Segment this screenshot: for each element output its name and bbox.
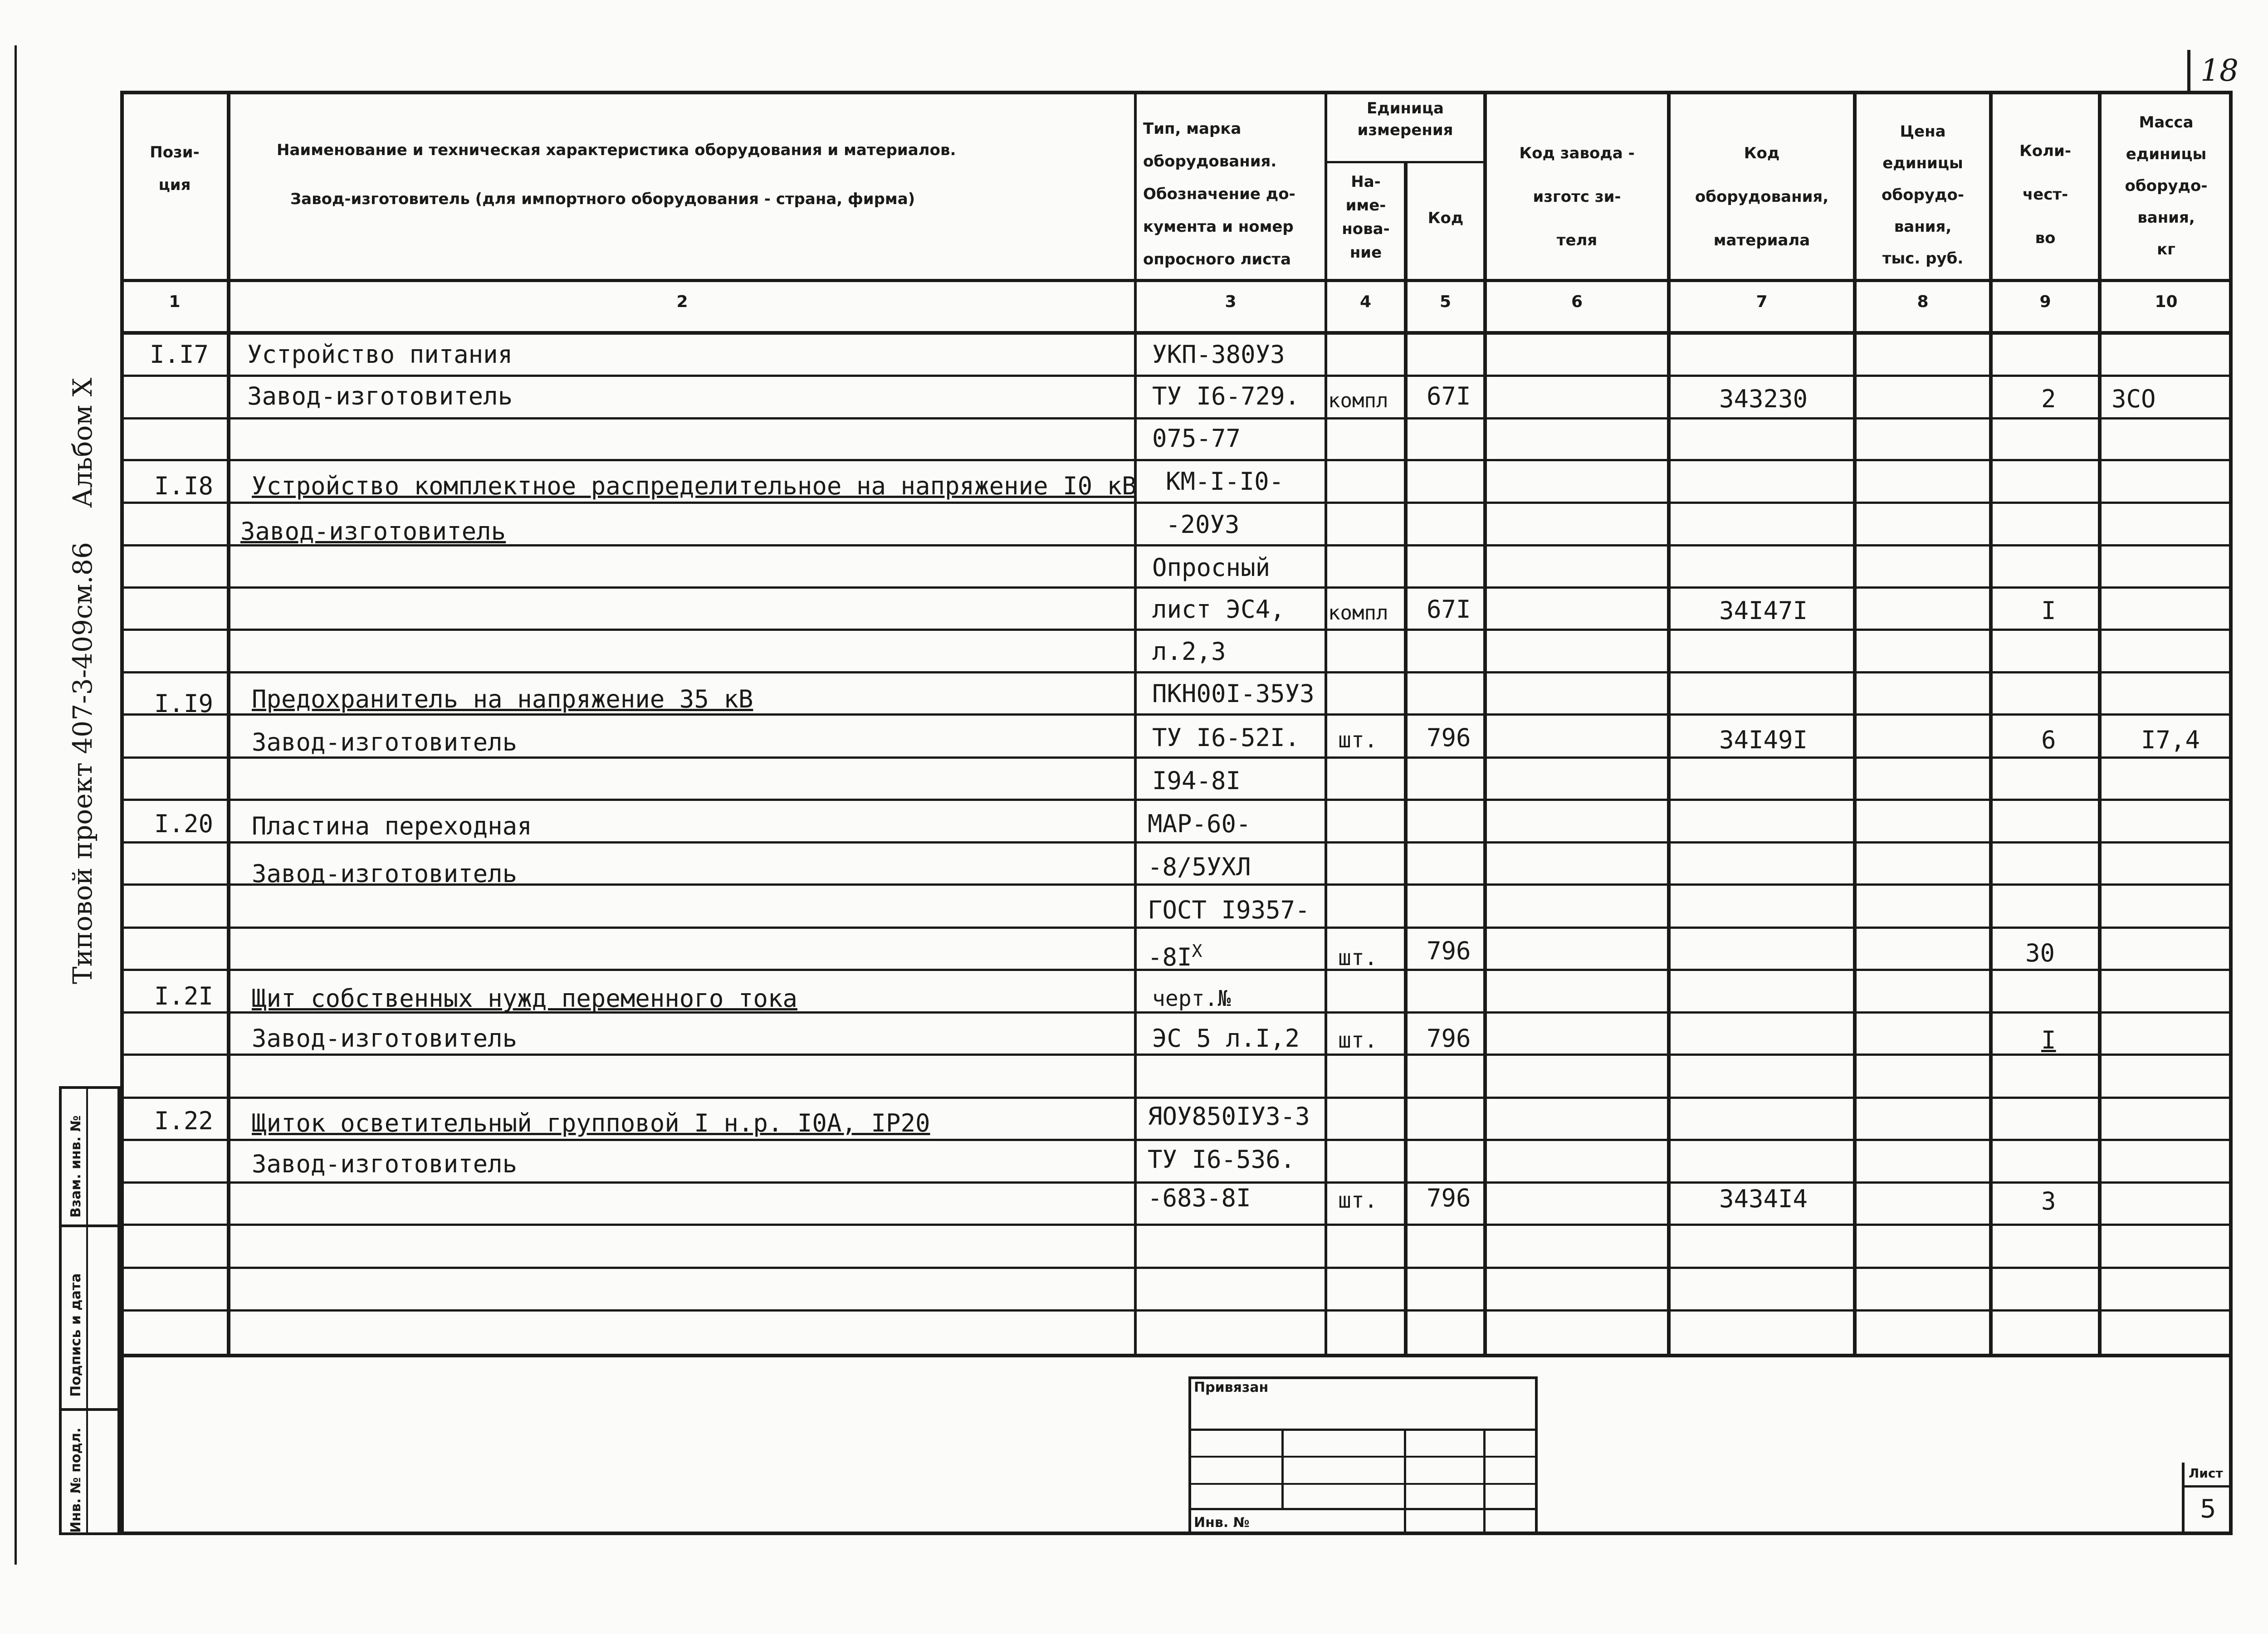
row-position: I.20 — [154, 810, 214, 838]
header-name-line1: Наименование и техническая характеристика оборудования и материалов. — [277, 141, 956, 159]
row-unit-code: 796 — [1427, 1184, 1471, 1212]
row-mass: I7,4 — [2141, 726, 2200, 754]
row-name: Устройство комплектное распределительное на напряжение I0 кВ — [252, 472, 1137, 500]
sheet-label: Лист — [2189, 1466, 2223, 1481]
column-number: 9 — [2039, 293, 2051, 311]
row-type: лист ЭС4, — [1152, 595, 1285, 624]
row-unit-name: шт. — [1338, 1188, 1378, 1213]
row-type: ПКН00I-35УЗ — [1152, 679, 1315, 708]
row-type: МАР-60- — [1148, 810, 1251, 838]
header-unit-code: Код — [1427, 209, 1464, 227]
header-mass: Масса единицы оборудо- вания, кг — [2125, 113, 2208, 259]
row-type: -683-8I — [1148, 1184, 1251, 1212]
project-designation: Типовой проект 407-3-409см.86 — [67, 542, 98, 984]
column-number: 3 — [1225, 293, 1237, 311]
row-name: Завод-изготовитель — [252, 728, 518, 756]
row-position: I.22 — [154, 1107, 214, 1135]
column-number: 5 — [1439, 293, 1452, 311]
row-type: -20УЗ — [1166, 510, 1240, 539]
replacement-inventory-label: Взам. инв. № — [68, 1115, 84, 1218]
sheet-page-number: 5 — [2200, 1494, 2216, 1524]
column-number: 2 — [676, 293, 688, 311]
row-name: Завод-изготовитель — [247, 382, 513, 410]
row-type-text: -8I — [1148, 943, 1192, 971]
row-unit-name: компл — [1328, 601, 1388, 624]
row-quantity: 30 — [2025, 939, 2055, 967]
header-name-line2: Завод-изготовитель (для импортного оборудования - страна, фирма) — [290, 190, 915, 208]
row-name: Завод-изготовитель — [252, 859, 518, 888]
row-position: I.I9 — [154, 689, 214, 718]
column-number: 10 — [2155, 293, 2178, 311]
row-type: ТУ I6-536. — [1148, 1145, 1295, 1174]
row-equipment-code: 343230 — [1719, 385, 1808, 413]
header-quantity: Коли- чест- во — [2019, 142, 2071, 247]
row-equipment-code: 3434I4 — [1719, 1185, 1808, 1213]
inventory-number-label: Инв. № — [1194, 1515, 1250, 1531]
row-unit-name: шт. — [1338, 1028, 1378, 1053]
row-name: Завод-изготовитель — [240, 517, 506, 546]
row-position: I.I7 — [150, 340, 209, 369]
row-mass: 3СО — [2112, 385, 2156, 413]
header-equipment-code: Код оборудования, материала — [1695, 144, 1829, 249]
row-unit-code: 796 — [1427, 937, 1471, 965]
column-number: 6 — [1571, 293, 1583, 311]
row-quantity: I — [2041, 1026, 2056, 1054]
row-unit-name: компл — [1328, 389, 1388, 412]
row-type: ЭС 5 л.I,2 — [1152, 1024, 1300, 1053]
row-type: ТУ I6-729. — [1152, 382, 1300, 410]
row-type: УКП-380УЗ — [1152, 340, 1285, 369]
row-type — [1148, 937, 1202, 972]
row-quantity: 3 — [2041, 1187, 2056, 1215]
row-type: КМ-I-I0- — [1166, 467, 1284, 496]
row-type: 075-77 — [1152, 424, 1241, 453]
row-type: ГОСТ I9357- — [1148, 896, 1310, 924]
binding-label: Привязан — [1194, 1380, 1269, 1395]
header-type: Тип, марка оборудования. Обозначение до- кумента и номер опросного листа — [1143, 120, 1295, 268]
row-name: Завод-изготовитель — [252, 1024, 518, 1053]
signature-date-label: Подпись и дата — [68, 1273, 84, 1397]
row-type: л.2,3 — [1152, 637, 1226, 666]
row-equipment-code: 34I47I — [1719, 596, 1808, 625]
column-number: 8 — [1917, 293, 1929, 311]
row-unit-code: 67I — [1427, 382, 1471, 410]
header-factory-code: Код завода - изготс зи- теля — [1519, 144, 1635, 249]
row-quantity: I — [2041, 596, 2056, 625]
header-price: Цена единицы оборудо- вания, тыс. руб. — [1882, 122, 1964, 268]
column-number: 4 — [1359, 293, 1372, 311]
album-label: Альбом Х — [67, 377, 98, 508]
row-type-superscript: Х — [1192, 941, 1202, 961]
row-type: ТУ I6-52I. — [1152, 723, 1300, 752]
header-position: Пози- ция — [150, 143, 200, 194]
row-name: Щиток осветительный групповой I н.р. I0А, IР20 — [252, 1109, 930, 1137]
row-unit-code: 67I — [1427, 595, 1471, 624]
row-unit-code: 796 — [1427, 1024, 1471, 1053]
row-quantity: 6 — [2041, 726, 2056, 754]
row-name: Пластина переходная — [252, 812, 532, 840]
row-type: I94-8I — [1152, 766, 1241, 795]
sheet-number: 18 — [2187, 50, 2255, 92]
row-type: -8/5УХЛ — [1148, 853, 1251, 881]
row-unit-code: 796 — [1427, 723, 1471, 752]
original-inventory-label: Инв. № подл. — [68, 1427, 84, 1533]
row-position: I.I8 — [154, 472, 214, 500]
row-unit-name: шт. — [1338, 945, 1378, 971]
column-number: 7 — [1756, 293, 1768, 311]
row-type: черт.№ — [1152, 986, 1231, 1011]
row-name: Щит собственных нужд переменного тока — [252, 984, 797, 1013]
row-type: Опросный — [1152, 553, 1271, 582]
row-quantity: 2 — [2041, 385, 2056, 413]
row-name: Предохранитель на напряжение 35 кВ — [252, 685, 753, 713]
row-name: Завод-изготовитель — [252, 1150, 518, 1178]
row-unit-name: шт. — [1338, 727, 1378, 753]
row-equipment-code: 34I49I — [1719, 726, 1808, 754]
header-unit-group: Единица измерения — [1357, 99, 1453, 139]
row-position: I.2I — [154, 982, 214, 1010]
header-unit-name: На- име- нова- ние — [1342, 173, 1390, 262]
column-number: 1 — [169, 293, 181, 311]
row-type: ЯОУ850IУЗ-3 — [1148, 1102, 1310, 1131]
row-name: Устройство питания — [247, 340, 513, 369]
